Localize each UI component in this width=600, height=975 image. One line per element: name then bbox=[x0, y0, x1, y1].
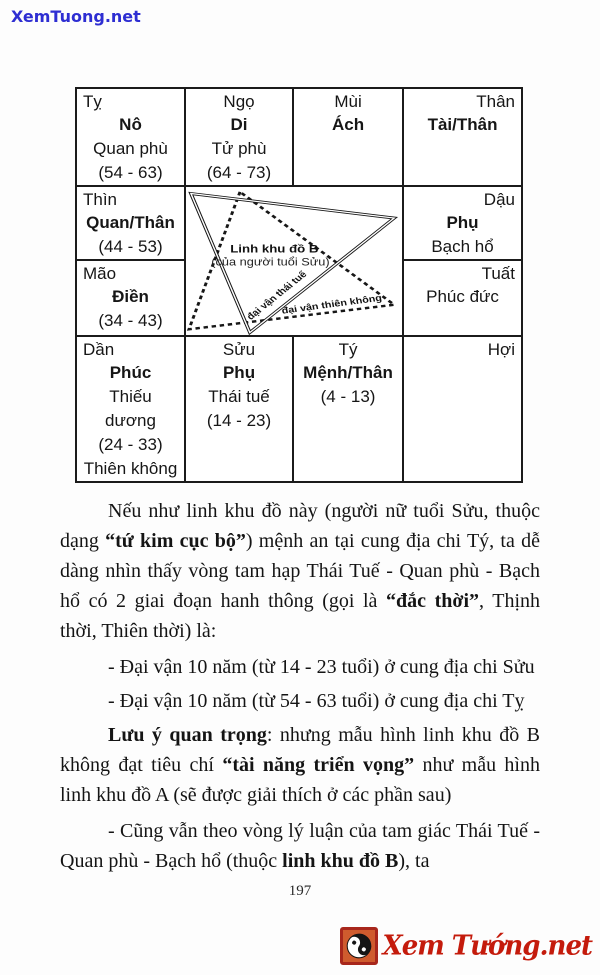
palace-name: Điền bbox=[112, 287, 149, 306]
body-text bbox=[60, 496, 540, 900]
palace-name: Phụ bbox=[446, 213, 479, 232]
branch-label: Dậu bbox=[483, 190, 515, 209]
palace-name: Nô bbox=[119, 115, 142, 134]
palace-line: Phúc đức bbox=[426, 287, 499, 306]
cell-dau bbox=[404, 187, 521, 261]
palace-line: (34 - 43) bbox=[98, 311, 163, 330]
bullet-2: - Đại vận 10 năm (từ 54 - 63 tuổi) ở cung địa chi Tỵ bbox=[108, 690, 525, 712]
diagram-subtitle: (của người tuổi Sửu) bbox=[211, 256, 330, 269]
palace-line: (44 - 53) bbox=[98, 237, 163, 256]
branch-label: Tuất bbox=[481, 264, 515, 283]
bold-run: Lưu ý quan trọng bbox=[108, 724, 267, 746]
branch-label: Thìn bbox=[83, 190, 118, 209]
cell-dan bbox=[77, 337, 186, 481]
cell-ti bbox=[294, 337, 404, 481]
cell-mui bbox=[294, 89, 404, 187]
palace-name: Ách bbox=[331, 115, 365, 134]
branch-label: Tý bbox=[338, 340, 358, 359]
dashed-edge-label: đại vận thiên không bbox=[280, 293, 383, 317]
text-run: như mẫu hình linh khu đồ A (sẽ được giải thích ở các phần sau) bbox=[60, 754, 540, 806]
cell-ty bbox=[77, 89, 186, 187]
text-run: - Cũng vẫn theo vòng lý luận của tam giác Thái Tuế - Quan phù - Bạch hổ (thuộc bbox=[60, 820, 540, 872]
linh-khu-diagram bbox=[186, 187, 404, 337]
bullet-1: - Đại vận 10 năm (từ 14 - 23 tuổi) ở cung địa chi Sửu bbox=[108, 656, 535, 678]
palace-name: Di bbox=[230, 115, 248, 134]
palace-line: (64 - 73) bbox=[206, 163, 272, 182]
triangle-diagram bbox=[186, 187, 402, 335]
text-run: ), ta bbox=[398, 850, 430, 872]
tuvi-chart-table bbox=[75, 87, 523, 483]
cell-thin bbox=[77, 187, 186, 261]
branch-label: Tỵ bbox=[83, 92, 102, 111]
cell-tuat bbox=[404, 261, 521, 337]
branch-label: Mão bbox=[83, 264, 117, 283]
text-run: : nhưng mẫu hình linh khu đồ B không đạt tiêu chí bbox=[60, 724, 541, 776]
branch-label: Thân bbox=[476, 92, 515, 111]
bold-run: “tài năng triển vọng” bbox=[222, 754, 415, 776]
cell-mao bbox=[77, 261, 186, 337]
palace-line: Quan phù bbox=[93, 139, 168, 158]
cell-than bbox=[404, 89, 521, 187]
cell-hoi bbox=[404, 337, 521, 481]
branch-label: Ngọ bbox=[223, 92, 255, 111]
bold-run: linh khu đồ B bbox=[282, 850, 399, 872]
bold-run: “đắc thời” bbox=[386, 590, 480, 612]
palace-line: Bạch hổ bbox=[431, 237, 494, 256]
palace-line: (24 - 33) bbox=[98, 435, 163, 454]
paragraph-3 bbox=[60, 816, 540, 876]
solid-edge-label: đại vận thái tuế bbox=[244, 269, 310, 323]
palace-line: (4 - 13) bbox=[320, 387, 376, 406]
palace-name: Mệnh/Thân bbox=[303, 363, 393, 382]
palace-line: (54 - 63) bbox=[98, 163, 163, 182]
logo-wordmark: Xem Tướng.net bbox=[382, 930, 592, 962]
palace-name: Quan/Thân bbox=[86, 213, 175, 232]
branch-label: Mùi bbox=[334, 92, 362, 111]
site-watermark: XemTuong.net bbox=[11, 7, 141, 26]
text-run: ) mệnh an tại cung địa chi Tý, ta dễ dàng nhìn thấy vòng tam hạp Thái Tuế - Quan phù - Bạch hổ có 2 giai đoạn hanh thông (gọi là bbox=[60, 530, 540, 612]
diagram-title: Linh khu đồ B bbox=[230, 242, 319, 256]
palace-name: Tài/Thân bbox=[427, 115, 498, 134]
palace-name: Phụ bbox=[222, 363, 256, 382]
paragraph-1 bbox=[60, 496, 540, 646]
page-number: 197 bbox=[288, 883, 312, 899]
palace-name: Phúc bbox=[109, 363, 152, 382]
palace-line: Thiếu dương bbox=[105, 387, 156, 430]
cell-ngo bbox=[186, 89, 294, 187]
cell-suu bbox=[186, 337, 294, 481]
palace-line: Tử phù bbox=[211, 139, 267, 158]
branch-label: Dần bbox=[83, 340, 115, 359]
paragraph-2 bbox=[60, 720, 540, 810]
yin-yang-icon bbox=[340, 927, 378, 965]
palace-line: Thiên không bbox=[83, 459, 178, 478]
branch-label: Hợi bbox=[487, 340, 515, 359]
branch-label: Sửu bbox=[222, 340, 256, 359]
palace-line: (14 - 23) bbox=[206, 411, 272, 430]
text-run: , Thịnh thời, Thiên thời) là: bbox=[60, 590, 541, 642]
text-run: Nếu như linh khu đồ này (người nữ tuổi Sửu, thuộc dạng bbox=[60, 500, 540, 552]
palace-line: Thái tuế bbox=[208, 387, 270, 406]
bold-run: “tứ kim cục bộ” bbox=[105, 530, 246, 552]
site-logo bbox=[340, 927, 592, 965]
